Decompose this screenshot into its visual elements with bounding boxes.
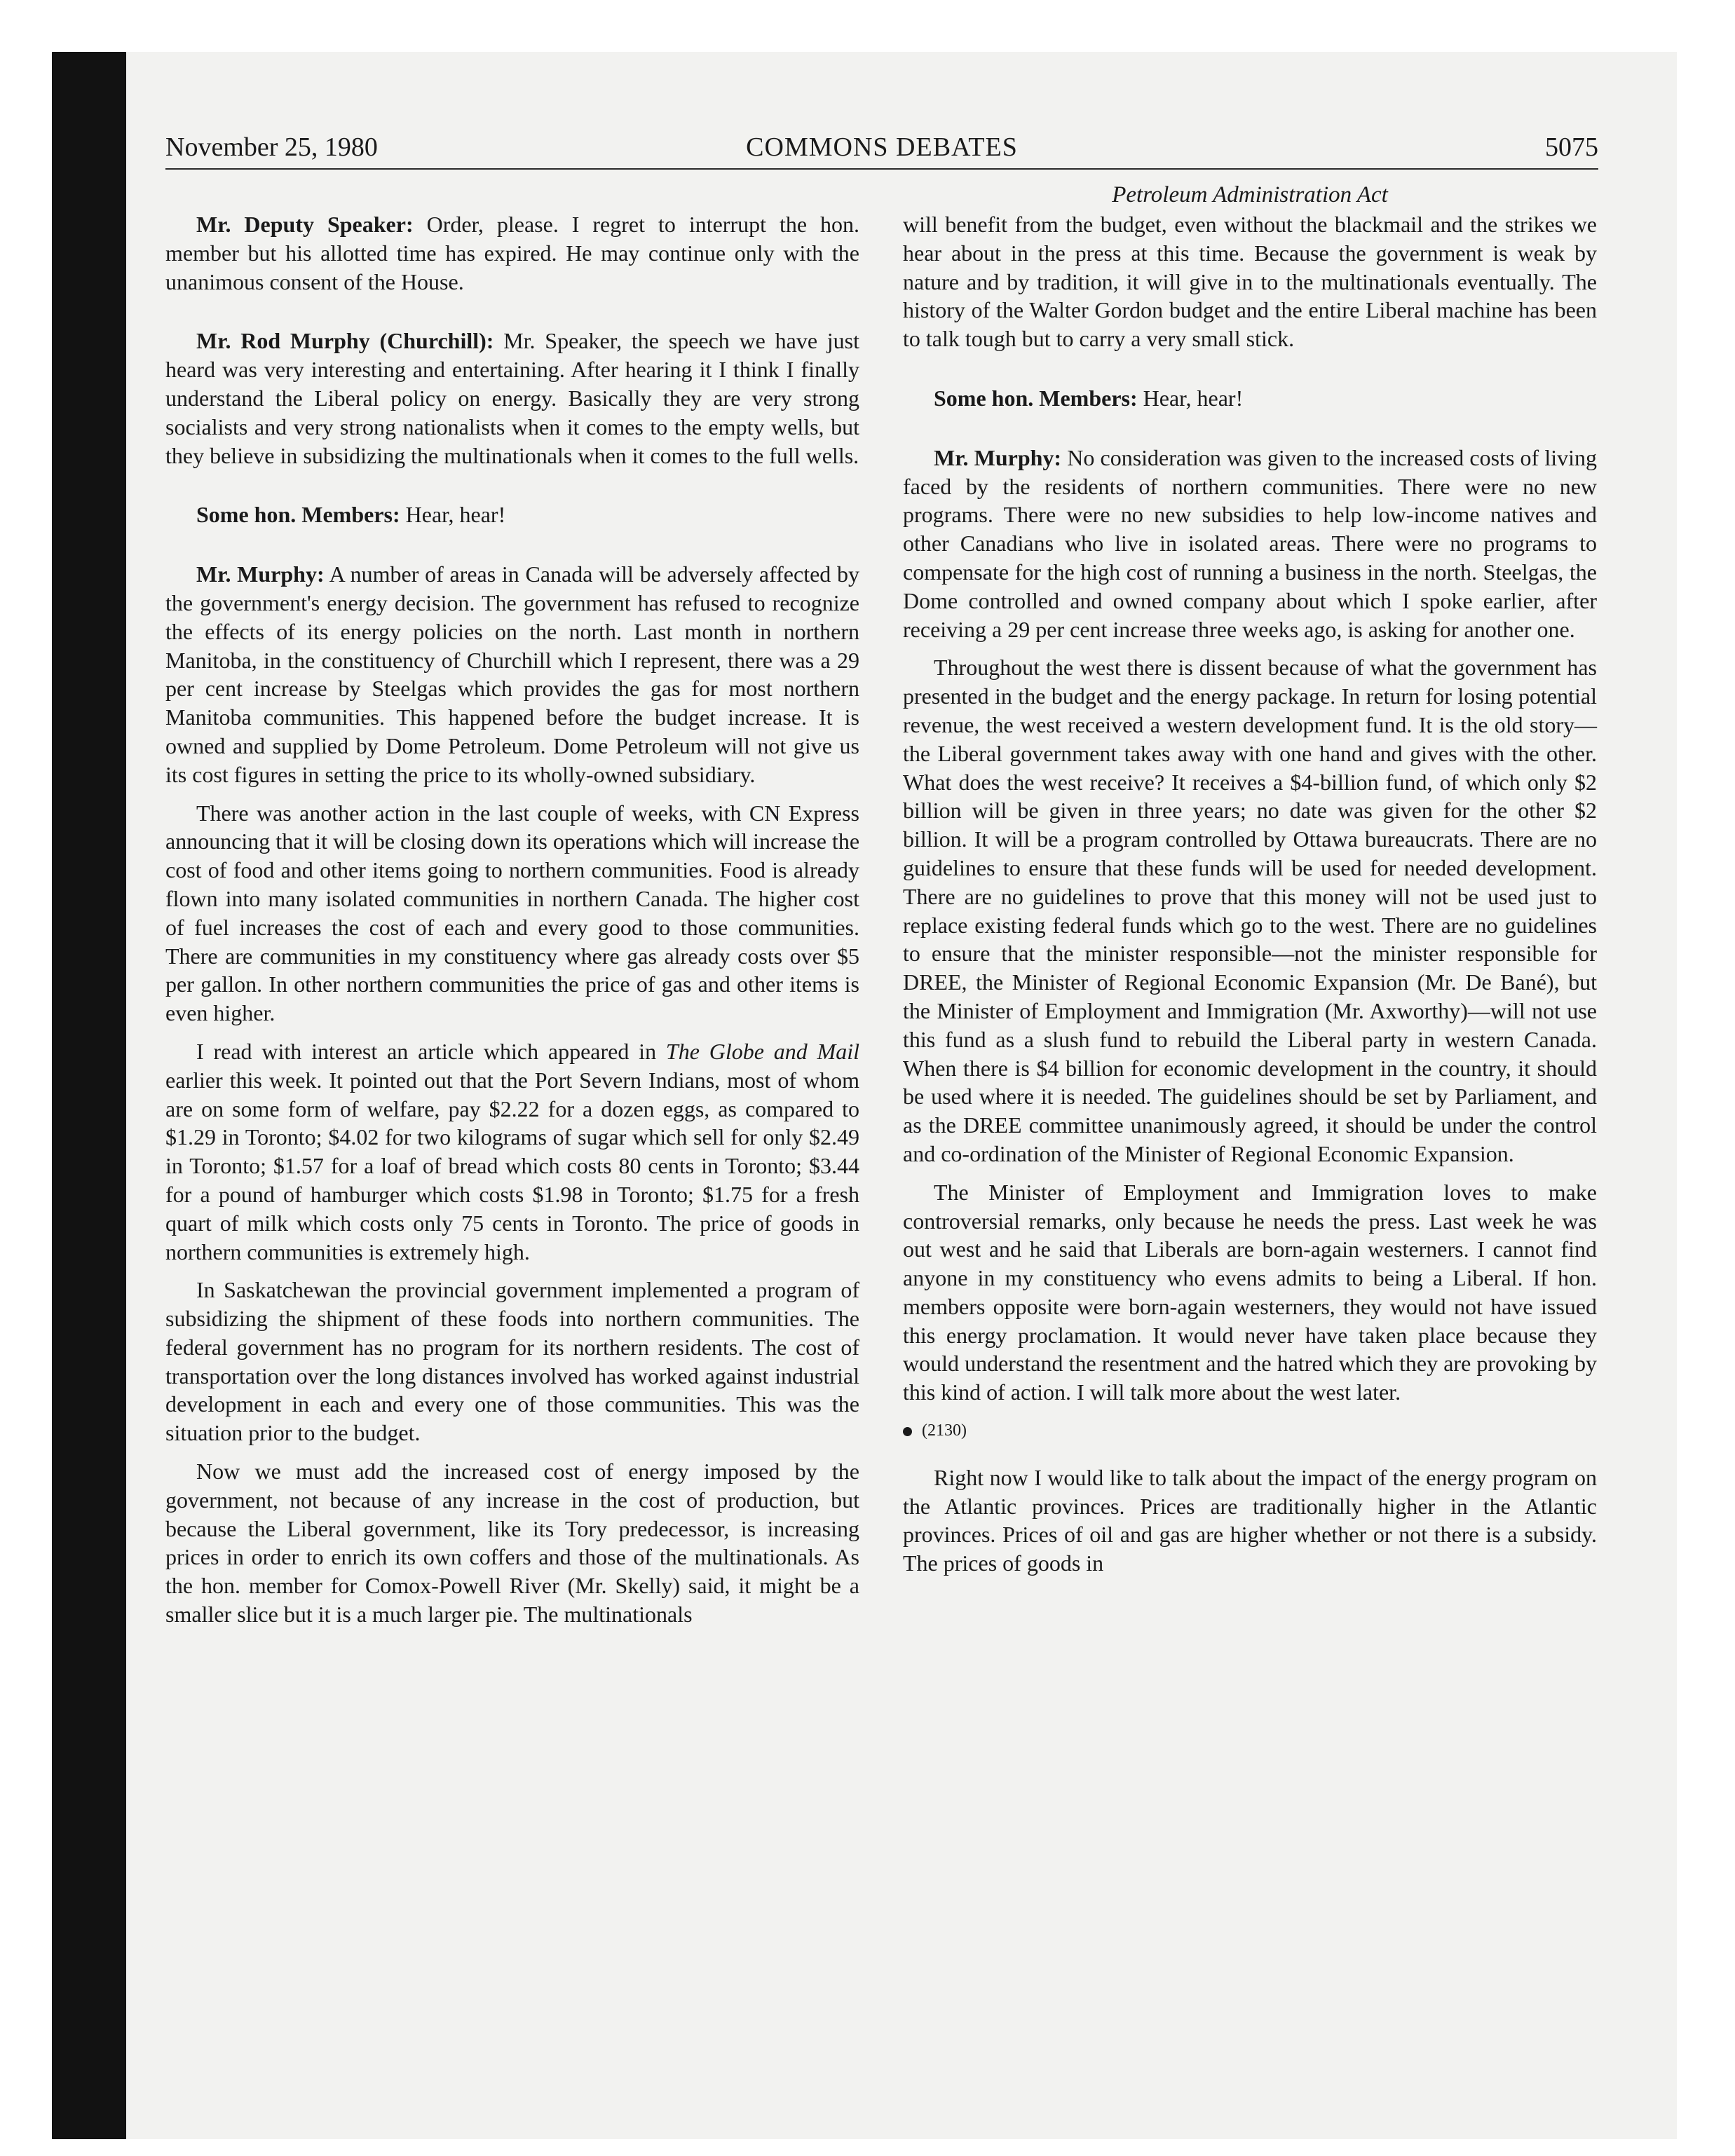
speaker-name: Mr. Murphy: <box>196 561 325 587</box>
speech-text: A number of areas in Canada will be adversely affected by the government's energy decision. The government has refused to recognize the effects of its energy policies on the north. Last month in northern Manitoba, in the constituency of Churchill which I represent, there was a 29 per cent increase by Steelgas which provides the gas for most northern Manitoba communities. This happened before the budget increase. It is owned and supplied by Dome Petroleum. Dome Petroleum will not give us its cost figures in setting the price to its wholly-owned subsidiary. <box>165 561 860 787</box>
speaker-name: Mr. Rod Murphy (Churchill): <box>196 328 494 354</box>
paragraph <box>903 444 1597 644</box>
speaker-name: Some hon. Members: <box>934 385 1138 411</box>
paragraph: In Saskatchewan the provincial government implemented a program of subsidizing the shipment of these foods into northern communities. The federal government has no program for its northern residents. The cost of transportation over the long distances involved has worked against industrial development in each and every one of those communities. This was the situation prior to the budget. <box>165 1277 859 1446</box>
speaker-name: Mr. Deputy Speaker: <box>196 212 414 237</box>
page-header <box>165 126 1598 170</box>
paragraph: There was another action in the last couple of weeks, with CN Express announcing that it will be closing down its operations which will increase the cost of food and other items going to northern communities. Food is already flown into many isolated communities in northern Canada. The higher cost of fuel increases the cost of each and every good to those communities. There are communities in my constituency where gas already costs over $5 per gallon. In other northern communities the price of gas and other items is even higher. <box>165 800 860 1026</box>
paragraph: The Minister of Employment and Immigration loves to make controversial remarks, only because he needs the press. Last week he was out west and he said that Liberals are born-again westerners. I cannot find anyone in my constituency who evens admits to being a Liberal. If hon. members opposite were born-again westerners, they would not have issued this energy proclamation. It would never have taken place because they would understand the resentment and the hatred which they are provoking by this kind of action. I will talk more about the west later. <box>903 1179 1597 1405</box>
header-page-number: 5075 <box>1545 132 1598 162</box>
spacer <box>165 306 859 327</box>
paragraph: will benefit from the budget, even without the blackmail and the strikes we hear about in the press at this time. Because the government is weak by nature and by tradition, it will give in to the multinationals eventually. The history of the Walter Gordon budget and the entire Liberal machine has been to talk tough but to carry a very small stick. <box>903 212 1597 352</box>
speaker-name: Mr. Murphy: <box>934 444 1062 470</box>
spacer <box>903 423 1597 444</box>
paragraph: Right now I would like to talk about the impact of the energy program on the Atlantic provinces. Prices are traditionally higher in the Atlantic provinces. Prices of oil and gas are higher whether or not there is a subsidy. The prices of goods in <box>903 1464 1597 1576</box>
newspaper-title: The Globe and Mail <box>665 1038 860 1064</box>
time-marker-text: (2130) <box>922 1421 967 1440</box>
bullet-dot-icon <box>903 1427 912 1436</box>
header-publication-title: COMMONS DEBATES <box>746 132 1018 162</box>
scan-binding-edge <box>52 52 126 2139</box>
spacer <box>165 479 859 500</box>
spacer <box>165 539 859 560</box>
paragraph: Now we must add the increased cost of energy imposed by the government, not because of any increase in the cost of production, but because the Liberal government, like its Tory predecessor, is increasing prices in order to enrich its own coffers and those of the multinationals. As the hon. member for Comox-Powell River (Mr. Skelly) said, it might be a smaller slice but it is a much larger pie. The multinationals <box>165 1459 859 1628</box>
speaker-name: Some hon. Members: <box>196 502 400 528</box>
speech-text: Hear, hear! <box>405 502 506 528</box>
paragraph <box>165 210 859 296</box>
header-date: November 25, 1980 <box>165 132 378 162</box>
right-column <box>903 179 1597 1588</box>
spacer <box>903 363 1597 384</box>
left-column-top-space <box>165 179 859 210</box>
paragraph <box>165 1037 859 1266</box>
paragraph-text: earlier this week. It pointed out that the Port Severn Indians, most of whom are on some form of welfare, pay $2.22 for a dozen eggs, as compared to $1.29 in Toronto; $4.02 for two kilograms of sugar which sell for only $2.49 in Toronto; $1.57 for a loaf of bread which costs 80 cents in Toronto; $3.44 for a pound of hamburger which costs $1.98 in Toronto; $1.75 for a fresh quart of milk which costs only 75 cents in Toronto. The price of goods in northern communities is extremely high. <box>165 1067 859 1264</box>
paragraph <box>165 560 859 789</box>
paragraph <box>165 327 859 470</box>
speech-text: Mr. Speaker, the speech we have just heard was very interesting and entertaining. After hearing it I think I finally understand the Liberal policy on energy. Basically they are very strong socialists and very strong nationalists when it comes to the empty wells, but they believe in subsidizing the multinationals when it comes to the full wells. <box>165 328 860 468</box>
paragraph: Throughout the west there is dissent because of what the government has presented in the budget and the energy package. In return for losing potential revenue, the west received a western development fund. It is the old story—the Liberal government takes away with one hand and gives with the other. What does the west receive? It receives a $4-billion fund, of which only $2 billion will be given in three years; no date was given for the other $2 billion. It will be a program controlled by Ottawa bureaucrats. There are no guidelines to ensure that these funds will be used for needed development. There are no guidelines to prove that this money will not be used just to replace existing federal funds which go to the west. There are no guidelines to ensure that the minister responsible—not the minister responsible for DREE, the Minister of Regional Economic Expansion (Mr. De Bané), but the Minister of Employment and Immigration (Mr. Axworthy)—will not use this fund as a slush fund to rebuild the Liberal party in western Canada. When there is $4 billion for economic development in the country, it should be used where it is needed. The guidelines should be set by Parliament, and as the DREE committee unanimously agreed, it should be under the control and co-ordination of the Minister of Regional Economic Expansion. <box>903 655 1597 1166</box>
paragraph <box>903 384 1597 413</box>
left-column <box>165 179 859 1639</box>
document-page <box>165 126 1598 1628</box>
paragraph <box>165 500 859 529</box>
time-marker <box>903 1417 1597 1445</box>
speech-text: Order, please. I regret to interrupt the hon. member but his allotted time has expired. He may continue only with the unanimous consent of the House. <box>165 212 860 294</box>
speech-text: No consideration was given to the increased costs of living faced by the residents of northern communities. There were no new programs. There were no new subsidies to help low-income natives and other Canadians who live in isolated areas. There were no programs to compensate for the high cost of running a business in the north. Steelgas, the Dome controlled and owned company about which I spoke earlier, after receiving a 29 per cent increase three weeks ago, is asking for another one. <box>903 444 1598 642</box>
paragraph-text: I read with interest an article which appeared in <box>196 1038 657 1064</box>
running-head: Petroleum Administration Act <box>1112 182 1388 207</box>
speech-text: Hear, hear! <box>1143 385 1244 411</box>
